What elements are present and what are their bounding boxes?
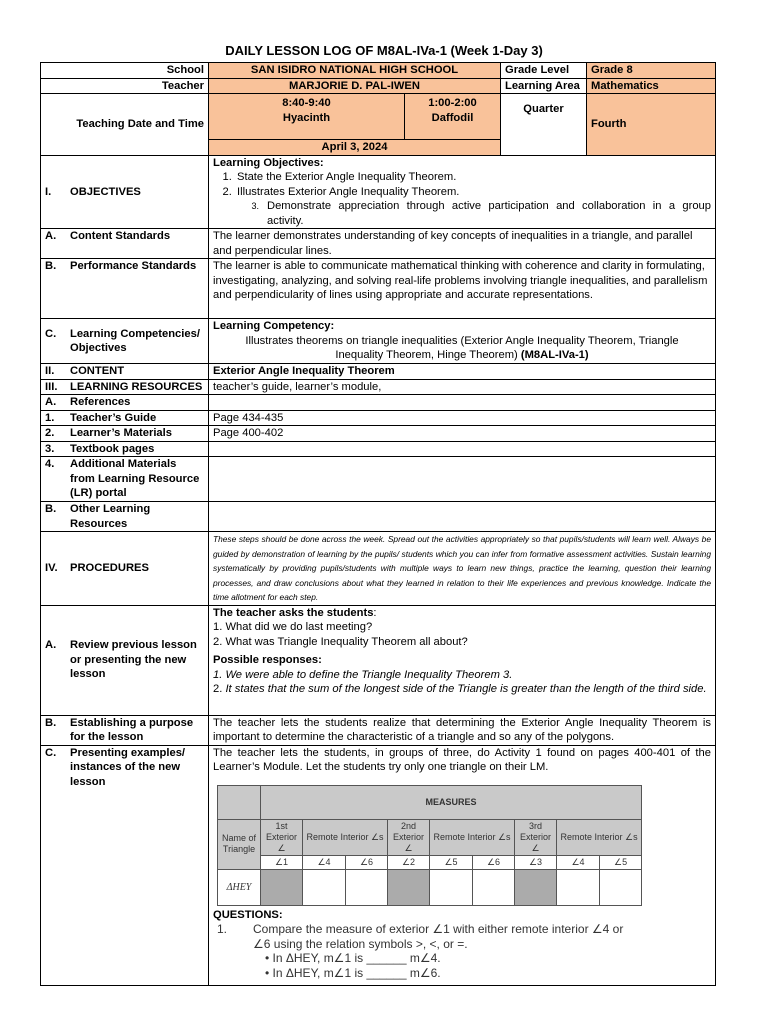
- angle-3-header: ∠3: [515, 855, 557, 869]
- triangle-hey-name: ΔHEY: [218, 869, 261, 905]
- measure-cell-6b[interactable]: [473, 869, 515, 905]
- lesson-date: April 3, 2024: [209, 140, 501, 156]
- angle-4b-header: ∠4: [557, 855, 600, 869]
- learners-materials-value: Page 400-402: [209, 426, 716, 442]
- angle-5b-header: ∠5: [600, 855, 642, 869]
- area-label: Learning Area: [501, 78, 587, 94]
- references-value: [209, 395, 716, 411]
- learners-materials-label: 2. Learner’s Materials: [41, 426, 209, 442]
- schedule-daffodil: [405, 94, 501, 140]
- resources-label: III. LEARNING RESOURCES: [41, 379, 209, 395]
- competencies-label: C. Learning Competencies/ Objectives: [41, 319, 209, 364]
- presenting-label: C. Presenting examples/ instances of the new lesson: [41, 745, 209, 985]
- first-exterior-header: 1st Exterior ∠: [261, 819, 303, 855]
- purpose-text: The teacher lets the students realize that determining the Exterior Angle Inequality Theorem is important to determine the characteristic of a triangle and so any of the polygons.: [209, 715, 716, 745]
- other-resources-value: [209, 502, 716, 532]
- teacher-value: MARJORIE D. PAL-IWEN: [209, 78, 501, 94]
- presenting-text: The teacher lets the students, in groups of three, do Activity 1 found on pages 400-401 of the Learner’s Module. Let the students try only one triangle on their LM.: [213, 746, 711, 773]
- review-content: [209, 605, 716, 715]
- objective-item-3: 3. Demonstrate appreciation through active participation and collaboration in a group activity.: [251, 200, 711, 227]
- grade-value: Grade 8: [587, 63, 716, 79]
- measure-cell-4b[interactable]: [557, 869, 600, 905]
- questions-heading: QUESTIONS:: [213, 908, 283, 921]
- angle-1-header: ∠1: [261, 855, 303, 869]
- remote-interior-header-2: Remote Interior ∠s: [430, 819, 515, 855]
- angle-4-header: ∠4: [303, 855, 346, 869]
- area-value: Mathematics: [587, 78, 716, 94]
- measure-cell-1[interactable]: [261, 869, 303, 905]
- review-label: A. Review previous lesson or presenting the new lesson: [41, 605, 209, 715]
- objectives-content: [209, 155, 716, 229]
- other-resources-label: B. Other Learning Resources: [41, 502, 209, 532]
- presenting-content: [209, 745, 716, 985]
- measure-cell-5[interactable]: [430, 869, 473, 905]
- objective-item-2: 2. Illustrates Exterior Angle Inequality Theorem.: [235, 185, 711, 200]
- measures-table-figure: [217, 785, 641, 906]
- teacher-label: Teacher: [41, 78, 209, 94]
- review-heading: The teacher asks the students:: [213, 606, 377, 619]
- time-2: 1:00-2:00: [428, 97, 477, 109]
- school-label: School: [41, 63, 209, 79]
- teachers-guide-value: Page 434-435: [209, 410, 716, 426]
- content-label: II. CONTENT: [41, 364, 209, 380]
- response-2: 2. It states that the sum of the longest side of the Triangle is greater than the length of the third side.: [213, 683, 707, 695]
- competency-text: Illustrates theorems on triangle inequalities (Exterior Angle Inequality Theorem, Triangle Inequality Theorem, Hinge Theorem) (M8AL-IVa-1): [245, 334, 679, 361]
- performance-standards-text: The learner is able to communicate mathematical thinking with coherence and clarity in formulating, investigating, analyzing, and solving real-life problems involving triangle inequalities, and parallelism and perpendicularity of lines using appropriate and accurate representations.: [209, 259, 716, 319]
- content-standards-label: A. Content Standards: [41, 229, 209, 259]
- measures-header: MEASURES: [261, 785, 642, 819]
- objective-item-1: 1. State the Exterior Angle Inequality Theorem.: [235, 170, 711, 185]
- objectives-label: I. OBJECTIVES: [41, 155, 209, 229]
- third-exterior-header: 3rd Exterior ∠: [515, 819, 557, 855]
- school-value: SAN ISIDRO NATIONAL HIGH SCHOOL: [209, 63, 501, 79]
- competencies-content: [209, 319, 716, 364]
- date-time-label: Teaching Date and Time: [41, 94, 209, 156]
- competencies-heading: Learning Competency:: [213, 320, 335, 332]
- content-text: Exterior Angle Inequality Theorem: [209, 364, 716, 380]
- performance-standards-label: B. Performance Standards: [41, 259, 209, 319]
- remote-interior-header-1: Remote Interior ∠s: [303, 819, 388, 855]
- teachers-guide-label: 1. Teacher’s Guide: [41, 410, 209, 426]
- angle-5-header: ∠5: [430, 855, 473, 869]
- content-standards-text: The learner demonstrates understanding of key concepts of inequalities in a triangle, and parallel and perpendicular lines.: [209, 229, 716, 259]
- section-2: Daffodil: [431, 111, 474, 124]
- procedures-note: These steps should be done across the week. Spread out the activities appropriately so that pupils/students will learn well. Always be guided by demonstration of learning by the pupils/ students which you can infer from formative assessment activities. Sustain learning systematically by providing pupils/students with multiple ways to learn new things, practice the learning, question their learning processes, and draw conclusions about what they learned in relation to their life experiences and previous knowledge. Indicate the time allotment for each step.: [209, 532, 716, 606]
- response-1: 1. We were able to define the Triangle Inequality Theorem 3.: [213, 668, 513, 681]
- measure-cell-2[interactable]: [388, 869, 430, 905]
- question-1-bullet-2: • In ΔHEY, m∠1 is ______ m∠6.: [265, 965, 441, 980]
- resources-text: teacher’s guide, learner’s module,: [209, 379, 716, 395]
- schedule-hyacinth: [209, 94, 405, 140]
- textbook-pages-value: [209, 441, 716, 457]
- section-1: Hyacinth: [282, 111, 331, 124]
- procedures-label: IV. PROCEDURES: [41, 532, 209, 606]
- measures-table: [217, 785, 642, 906]
- review-question-2: 2. What was Triangle Inequality Theorem all about?: [213, 635, 468, 648]
- measure-cell-4[interactable]: [303, 869, 346, 905]
- remote-interior-header-3: Remote Interior ∠s: [557, 819, 642, 855]
- grade-label: Grade Level: [501, 63, 587, 79]
- angle-6-header: ∠6: [346, 855, 388, 869]
- lesson-log-table: [40, 62, 716, 986]
- objectives-heading: Learning Objectives:: [213, 156, 324, 169]
- quarter-value: Fourth: [587, 94, 716, 156]
- angle-2-header: ∠2: [388, 855, 430, 869]
- questions-block: [213, 922, 711, 980]
- responses-heading: Possible responses:: [213, 654, 322, 666]
- document-title: DAILY LESSON LOG OF M8AL-IVa-1 (Week 1-Day 3): [225, 43, 543, 58]
- measure-cell-5b[interactable]: [600, 869, 642, 905]
- additional-materials-value: [209, 457, 716, 502]
- review-question-1: 1. What did we do last meeting?: [213, 621, 373, 633]
- second-exterior-header: 2nd Exterior ∠: [388, 819, 430, 855]
- purpose-label: B. Establishing a purpose for the lesson: [41, 715, 209, 745]
- quarter-label: Quarter: [501, 94, 587, 156]
- textbook-pages-label: 3. Textbook pages: [41, 441, 209, 457]
- additional-materials-label: 4. Additional Materials from Learning Resource (LR) portal: [41, 457, 209, 502]
- angle-6b-header: ∠6: [473, 855, 515, 869]
- measure-cell-3[interactable]: [515, 869, 557, 905]
- name-of-triangle-header: Name of Triangle: [218, 819, 261, 869]
- question-1-bullet-1: • In ΔHEY, m∠1 is ______ m∠4.: [265, 951, 441, 965]
- measures-corner: [218, 785, 261, 819]
- references-label: A. References: [41, 395, 209, 411]
- time-1: 8:40-9:40: [282, 97, 331, 109]
- question-1: 1. Compare the measure of exterior ∠1 with either remote interior ∠4 or ∠6 using the relation symbols >, <, or =.: [217, 922, 624, 951]
- measure-cell-6[interactable]: [346, 869, 388, 905]
